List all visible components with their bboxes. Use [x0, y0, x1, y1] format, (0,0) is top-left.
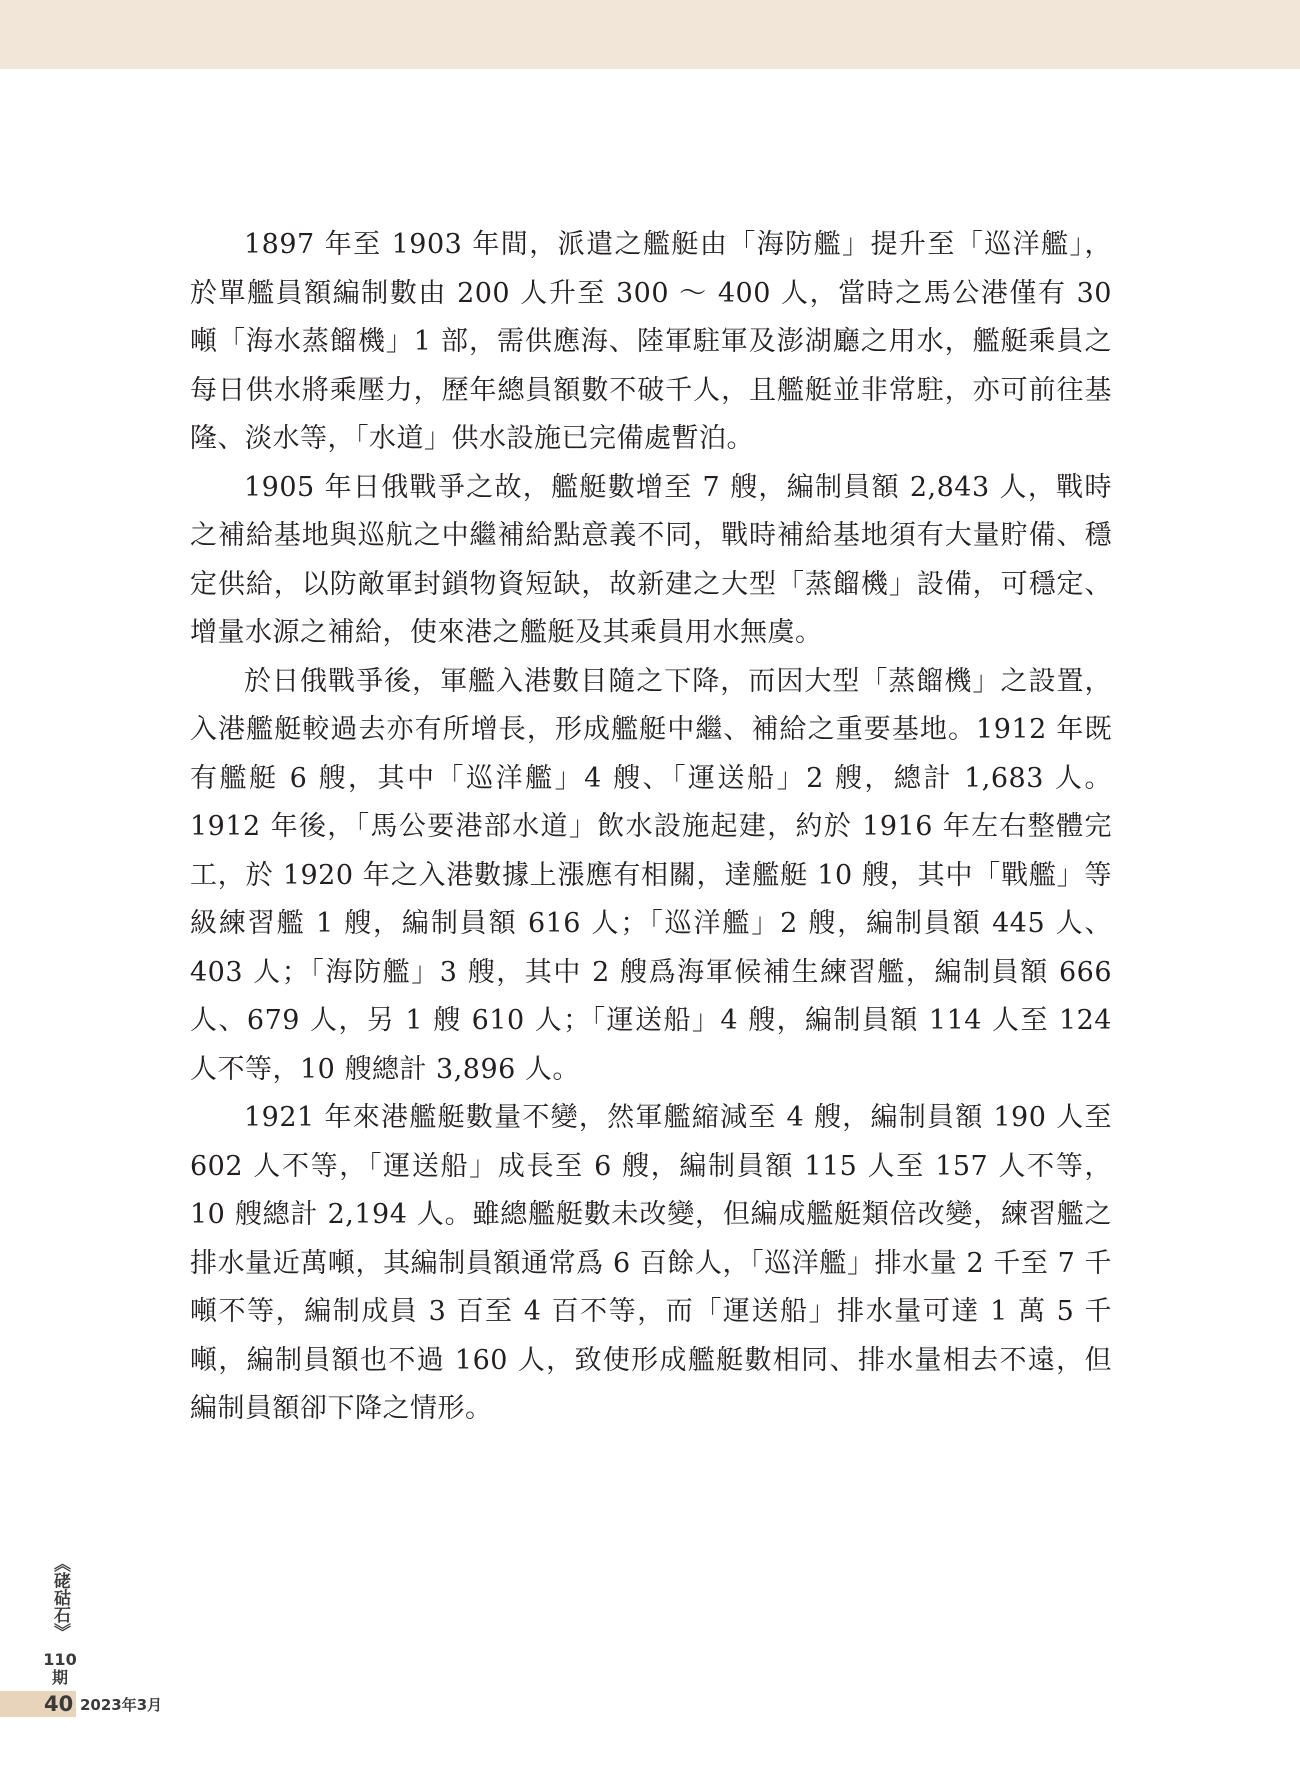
page-number: 40 [44, 1692, 74, 1716]
issue-date: 2023年3月 [80, 1696, 163, 1714]
article-paragraph-1: 1897 年至 1903 年間，派遣之艦艇由「海防艦」提升至「巡洋艦」，於單艦員額編制數由 200 人升至 300 ～ 400 人，當時之馬公港僅有 30 噸「海水蒸餾機」1 部，需供應海、陸軍駐軍及澎湖廳之用水，艦艇乘員之每日供水將乘壓力，歷年總員額數不破千人，且艦艇並非常駐，亦可前往基隆、淡水等，「水道」供水設施已完備處暫泊。 [190, 229, 1112, 454]
article-paragraph-2: 1905 年日俄戰爭之故，艦艇數增至 7 艘，編制員額 2,843 人，戰時之補給基地與巡航之中繼補給點意義不同，戰時補給基地須有大量貯備、穩定供給，以防敵軍封鎖物資短缺，故新建之大型「蒸餾機」設備，可穩定、增量水源之補給，使來港之艦艇及其乘員用水無虞。 [190, 471, 1112, 648]
header-band [0, 0, 1300, 69]
article-body [190, 221, 1112, 1434]
issue-number: 110期 [43, 1650, 77, 1687]
article-paragraph-4: 1921 年來港艦艇數量不變，然軍艦縮減至 4 艘，編制員額 190 人至 602 人不等，「運送船」成長至 6 艘，編制員額 115 人至 157 人不等，10 艘總計 2,194 人。雖總艦艇數未改變，但編成艦艇類倍改變，練習艦之排水量近萬噸，其編制員額通常爲 6 百餘人，「巡洋艦」排水量 2 千至 7 千噸不等，編制成員 3 百至 4 百不等，而「運送船」排水量可達 1 萬 5 千噸，編制員額也不過 160 人，致使形成艦艇數相同、排水量相去不遠，但編制員額卻下降之情形。 [190, 1102, 1112, 1424]
magazine-title: 《硓𥑮石》 [50, 1555, 70, 1640]
article-paragraph-3: 於日俄戰爭後，軍艦入港數目隨之下降，而因大型「蒸餾機」之設置，入港艦艇較過去亦有所增長，形成艦艇中繼、補給之重要基地。1912 年既有艦艇 6 艘，其中「巡洋艦」4 艘、「運送船」2 艘，總計 1,683 人。1912 年後，「馬公要港部水道」飲水設施起建，約於 1916 年左右整體完工，於 1920 年之入港數據上漲應有相關，達艦艇 10 艘，其中「戰艦」等級練習艦 1 艘，編制員額 616 人；「巡洋艦」2 艘，編制員額 445 人、403 人；「海防艦」3 艘，其中 2 艘爲海軍候補生練習艦，編制員額 666 人、679 人，另 1 艘 610 人；「運送船」4 艘，編制員額 114 人至 124 人不等，10 艘總計 3,896 人。 [190, 665, 1112, 1085]
